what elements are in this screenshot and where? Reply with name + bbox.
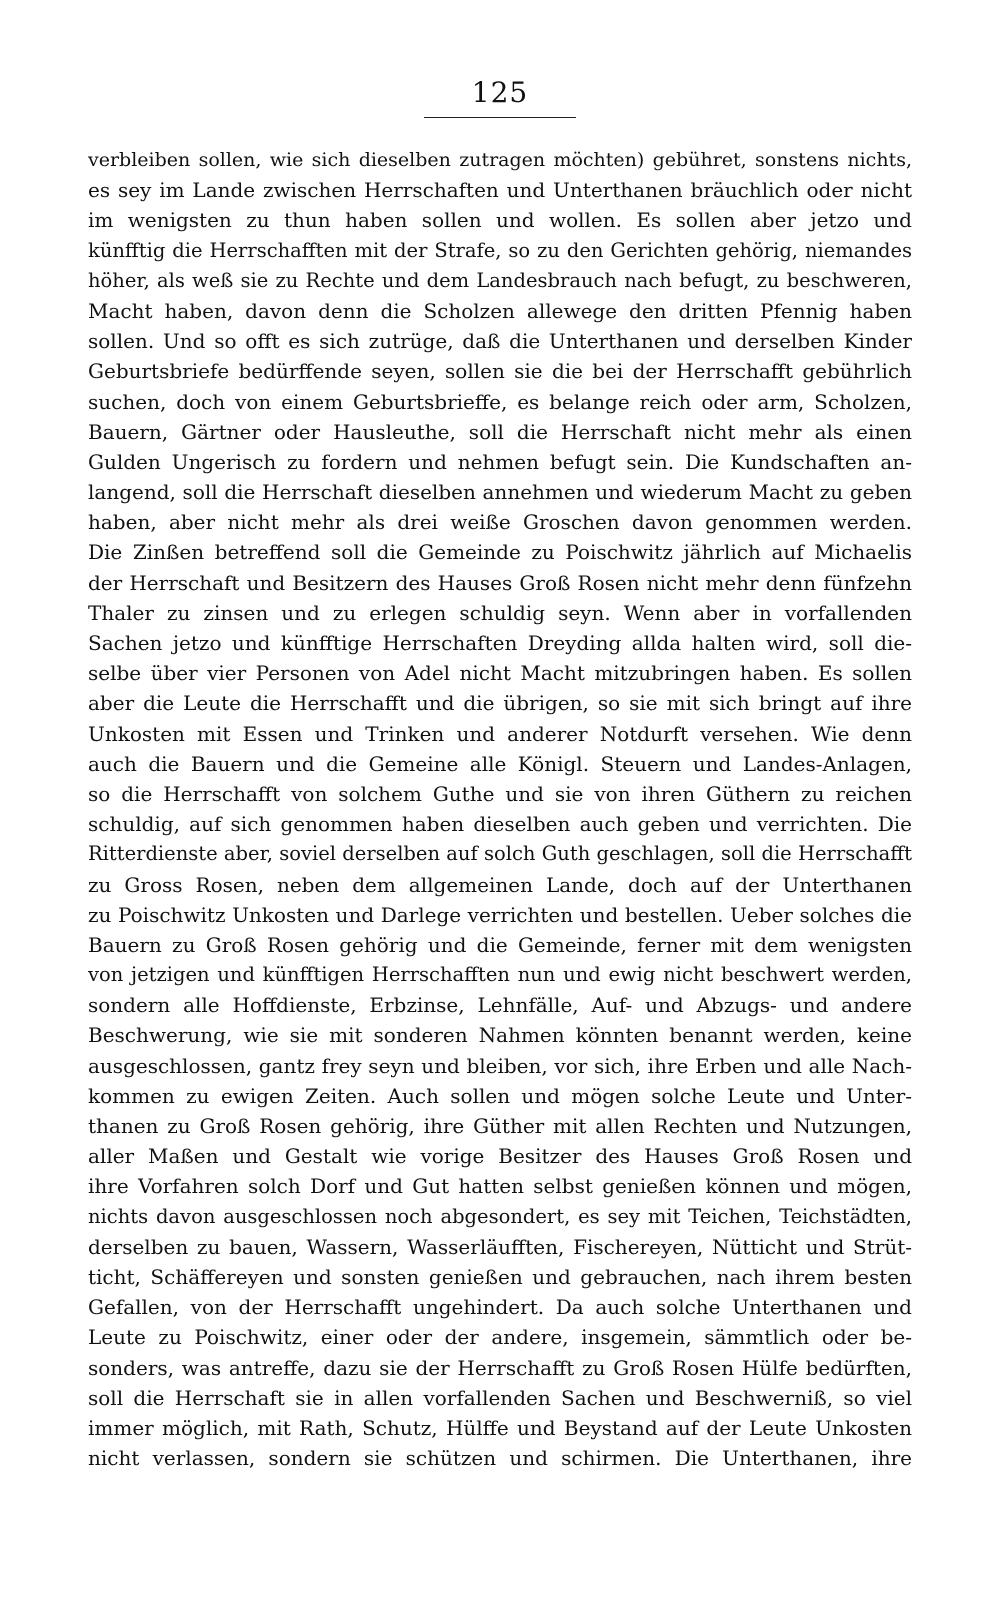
text-line: nichts davon ausgeschlossen noch abgesondert, es sey mit Teichen, Teichstädten, (88, 1204, 912, 1228)
text-line: Gefallen, von der Herrschafft ungehindert. Da auch solche Unterthanen und (88, 1295, 912, 1320)
body-text (88, 145, 912, 1473)
text-line: ihre Vorfahren solch Dorf und Gut hatten selbst genießen können und mögen, (88, 1174, 912, 1199)
text-line: derselben zu bauen, Wassern, Wasserläufften, Fischereyen, Nütticht und Strüt- (88, 1234, 912, 1259)
text-line: höher, als weß sie zu Rechte und dem Landesbrauch nach befugt, zu beschweren, (88, 268, 912, 292)
text-line: langend, soll die Herrschaft dieselben annehmen und wiederum Macht zu geben (88, 480, 912, 505)
text-line: Macht haben, davon denn die Scholzen allewege den dritten Pfennig haben (88, 298, 912, 323)
text-line: sondern alle Hoffdienste, Erbzinse, Lehnfälle, Auf- und Abzugs- und andere (88, 993, 912, 1018)
text-line: suchen, doch von einem Geburtsbrieffe, es belange reich oder arm, Scholzen, (88, 389, 912, 414)
text-line: Die Zinßen betreffend soll die Gemeinde zu Poischwitz jährlich auf Michaelis (88, 540, 912, 565)
text-line: aber die Leute die Herrschafft und die übrigen, so sie mit sich bringt auf ihre (88, 691, 912, 716)
text-line: der Herrschaft und Besitzern des Hauses Groß Rosen nicht mehr denn fünfzehn (88, 570, 912, 595)
text-line: nicht verlassen, sondern sie schützen und schirmen. Die Unterthanen, ihre (88, 1446, 912, 1471)
text-line: zu Poischwitz Unkosten und Darlege verrichten und bestellen. Ueber solches die (88, 902, 912, 927)
text-line: Unkosten mit Essen und Trinken und anderer Notdurft versehen. Wie denn (88, 721, 912, 746)
page-number-rule (424, 117, 576, 118)
text-line: verbleiben sollen, wie sich dieselben zutragen möchten) gebühret, sonstens nichts, (88, 149, 912, 171)
text-line: es sey im Lande zwischen Herrschaften und Unterthanen bräuchlich oder nicht (88, 178, 912, 203)
text-line: auch die Bauern und die Gemeine alle Königl. Steuern und Landes-Anlagen, (88, 751, 912, 776)
text-line: künfftig die Herrschafften mit der Strafe, so zu den Gerichten gehörig, niemandes (88, 238, 912, 262)
text-line: Bauern, Gärtner oder Hausleuthe, soll die Herrschaft nicht mehr als einen (88, 419, 912, 444)
text-line: soll die Herrschaft sie in allen vorfallenden Sachen und Beschwerniß, so viel (88, 1385, 912, 1410)
text-line: thanen zu Groß Rosen gehörig, ihre Güther mit allen Rechten und Nutzungen, (88, 1114, 912, 1138)
text-line: haben, aber nicht mehr als drei weiße Groschen davon genommen werden. (88, 510, 912, 535)
text-line: von jetzigen und künfftigen Herrschafften nun und ewig nicht beschwert werden, (88, 963, 912, 987)
text-line: immer möglich, mit Rath, Schutz, Hülffe und Beystand auf der Leute Unkosten (88, 1415, 912, 1440)
text-line: Gulden Ungerisch zu fordern und nehmen befugt sein. Die Kundschaften an- (88, 449, 912, 474)
text-line: ticht, Schäffereyen und sonsten genießen und gebrauchen, nach ihrem besten (88, 1264, 912, 1289)
text-line: ausgeschlossen, gantz frey seyn und bleiben, vor sich, ihre Erben und alle Nach- (88, 1053, 912, 1078)
text-line: im wenigsten zu thun haben sollen und wollen. Es sollen aber jetzo und (88, 208, 912, 233)
text-line: Leute zu Poischwitz, einer oder der andere, insgemein, sämmtlich oder be- (88, 1325, 912, 1350)
text-line: sonders, was antreffe, dazu sie der Herrschafft zu Groß Rosen Hülfe bedürften, (88, 1355, 912, 1380)
text-line: zu Gross Rosen, neben dem allgemeinen Lande, doch auf der Unterthanen (88, 872, 912, 897)
text-line: sollen. Und so offt es sich zutrüge, daß die Unterthanen und derselben Kinder (88, 329, 912, 354)
text-line: Thaler zu zinsen und zu erlegen schuldig seyn. Wenn aber in vorfallenden (88, 600, 912, 625)
text-line: aller Maßen und Gestalt wie vorige Besitzer des Hauses Groß Rosen und (88, 1144, 912, 1169)
text-line: Ritterdienste aber, soviel derselben auf solch Guth geschlagen, soll die Herrschafft (88, 842, 912, 866)
text-line: so die Herrschafft von solchem Guthe und sie von ihren Güthern zu reichen (88, 781, 912, 806)
text-line: kommen zu ewigen Zeiten. Auch sollen und mögen solche Leute und Unter- (88, 1083, 912, 1108)
text-line: Beschwerung, wie sie mit sonderen Nahmen könnten benannt werden, keine (88, 1023, 912, 1048)
page-number: 125 (471, 76, 529, 109)
text-line: Bauern zu Groß Rosen gehörig und die Gemeinde, ferner mit dem wenigsten (88, 932, 912, 957)
text-line: schuldig, auf sich genommen haben dieselben auch geben und verrichten. Die (88, 812, 912, 837)
text-line: Geburtsbriefe bedürffende seyen, sollen sie die bei der Herrschafft gebührlich (88, 359, 912, 384)
text-line: Sachen jetzo und künfftige Herrschaften Dreyding allda halten wird, soll die- (88, 631, 912, 655)
text-line: selbe über vier Personen von Adel nicht Macht mitzubringen haben. Es sollen (88, 661, 912, 686)
